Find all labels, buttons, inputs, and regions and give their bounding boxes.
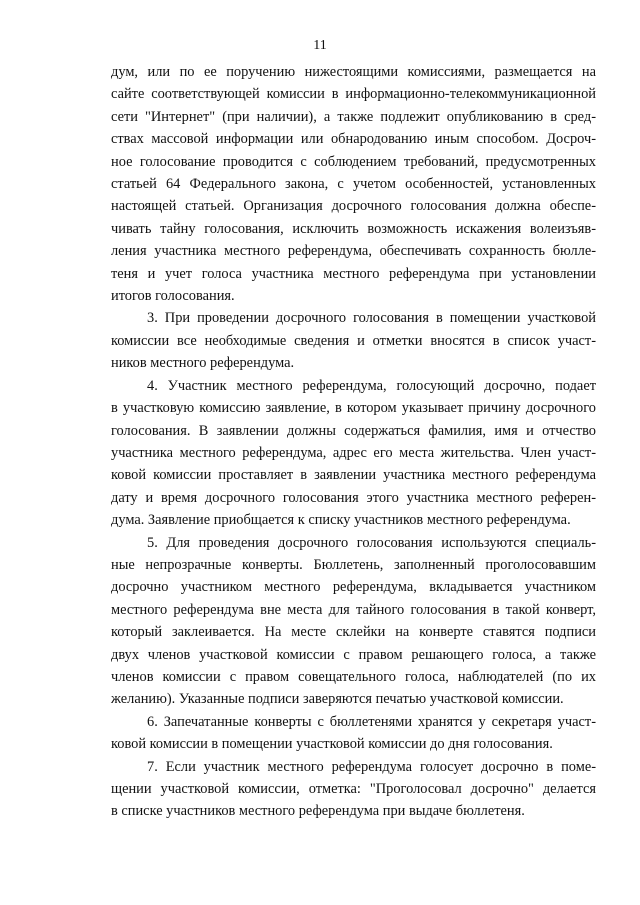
text-line: который заклеивается. На месте склейки на конверте ставятся подписи [111,624,596,641]
text-line: ствах массовой информации или обнародованию иным способом. Досроч- [111,131,596,148]
paragraph-continuation [111,61,596,307]
text-line: желанию). Указанные подписи заверяются печатью участковой комиссии. [111,691,564,708]
text-line: статьей 64 Федерального закона, с учетом особенностей, установленных [111,176,596,193]
page-number: 11 [313,38,327,53]
text-line: сайте соответствующей комиссии в информационно-телекоммуникационной [111,86,596,103]
text-line: комиссии все необходимые сведения и отметки вносятся в список участ- [111,332,596,349]
text-line: участника местного референдума, адрес его места жительства. Член участ- [111,444,596,461]
text-line: дум, или по ее поручению нижестоящими комиссиями, размещается на [111,64,596,80]
text-line: голосования. В заявлении должны содержаться фамилия, имя и отчество [111,422,596,439]
text-line: в списке участников местного референдума при выдаче бюллетеня. [111,803,525,820]
text-line: дату и время досрочного голосования этого участника местного референ- [111,489,596,506]
text-line: ковой комиссии в помещении участковой комиссии до дня голосования. [111,736,553,753]
paragraph-item-5 [111,532,596,711]
text-line: итогов голосования. [111,288,235,305]
body-text [111,61,596,823]
text-line: чивать тайну голосования, исключить возможность искажения волеизъяв- [111,220,596,237]
text-line: сети "Интернет" (при наличии), а также подлежит опубликованию в сред- [111,108,596,125]
text-line: двух членов участковой комиссии с правом решающего голоса, а также [111,646,596,663]
text-line: теня и учет голоса участника местного референдума при установлении [111,265,596,282]
text-line: дума. Заявление приобщается к списку участников местного референдума. [111,512,571,529]
text-line: ное голосование проводится с соблюдением требований, предусмотренных [111,153,596,170]
paragraph-item-6 [111,711,596,756]
text-line: досрочно участником местного референдума, вкладывается участником [111,579,596,596]
paragraph-item-7 [111,756,596,823]
text-line: 6. Запечатанные конверты с бюллетенями хранятся у секретаря участ- [147,713,596,730]
text-line: ковой комиссии проставляет в заявлении участника местного референдума [111,467,596,484]
text-line: 7. Если участник местного референдума голосует досрочно в поме- [147,758,596,775]
text-line: ления участника местного референдума, обеспечивать сохранность бюлле- [111,243,596,260]
paragraph-item-3 [111,307,596,374]
text-line: настоящей статьей. Организация досрочного голосования должна обеспе- [111,198,596,215]
text-line: щении участковой комиссии, отметка: "Проголосовал досрочно" делается [111,781,596,797]
text-line: 5. Для проведения досрочного голосования используются специаль- [147,534,596,551]
text-line: ные непрозрачные конверты. Бюллетень, заполненный проголосовавшим [111,556,596,573]
text-line: 4. Участник местного референдума, голосующий досрочно, подает [147,377,596,394]
text-line: ников местного референдума. [111,355,295,372]
text-line: 3. При проведении досрочного голосования в помещении участковой [147,310,596,327]
text-line: местного референдума вне места для тайного голосования в такой конверт, [111,601,596,618]
paragraph-item-4 [111,375,596,532]
text-line: в участковую комиссию заявление, в котором указывает причину досрочного [111,400,596,417]
text-line: членов комиссии с правом совещательного голоса, наблюдателей (по их [111,668,596,685]
